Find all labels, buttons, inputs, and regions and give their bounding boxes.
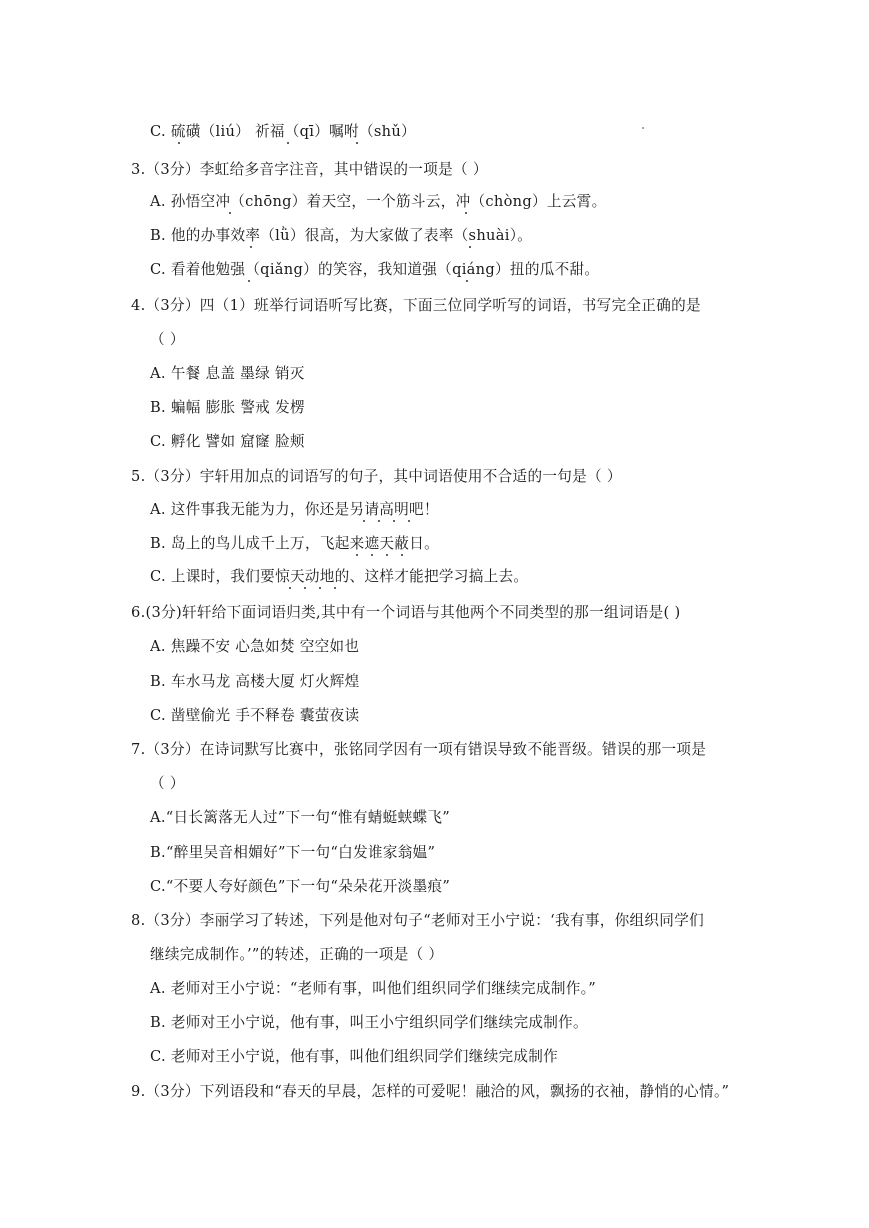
option-line: A. 焦躁不安 心急如焚 空空如也: [150, 638, 360, 655]
emphasis-dot: [401, 554, 403, 556]
option-line: C. 孵化 譬如 窟窿 脸颊: [150, 433, 305, 450]
option-line: B. 蝙幅 膨胀 警戒 发楞: [150, 399, 305, 416]
question-3-stem: 3.（3分）李虹给多音字注音，其中错误的一项是（ ）: [131, 161, 488, 178]
emphasis-dot: [319, 587, 321, 589]
question-7-answer-brackets: （ ）: [150, 775, 185, 792]
emphasis-dot: [229, 212, 231, 214]
option-line: B. 老师对王小宁说，他有事，叫王小宁组织同学们继续完成制作。: [150, 1014, 588, 1031]
emphasis-dot: [408, 520, 410, 522]
emphasis-dot: [287, 142, 289, 144]
option-line: B. 车水马龙 高楼大厦 灯火辉煌: [150, 673, 360, 690]
emphasis-dot: [356, 142, 358, 144]
scan-speck: [642, 127, 644, 129]
question-8-stem-continued: 继续完成制作。’”的转述，正确的一项是（ ）: [150, 946, 444, 963]
emphasis-dot: [371, 554, 373, 556]
option-line: C. 硫磺（liú） 祈福（qī）嘱咐（shǔ）: [150, 123, 416, 140]
option-line: A.“日长篱落无人过”下一句“惟有蜻蜓蛱蝶飞”: [150, 809, 451, 826]
option-line: C.“不要人夸好颜色”下一句“朵朵花开淡墨痕”: [150, 878, 451, 895]
emphasis-dot: [304, 587, 306, 589]
question-9-stem: 9.（3分）下列语段和“春天的早晨，怎样的可爱呢！融洽的风，飘扬的衣袖，静悄的心情。”: [131, 1083, 730, 1100]
emphasis-dot: [248, 280, 250, 282]
emphasis-dot: [466, 280, 468, 282]
emphasis-dot: [250, 246, 252, 248]
option-line: B. 岛上的鸟儿成千上万，飞起来遮天蔽日。: [150, 535, 439, 552]
emphasis-dot: [386, 554, 388, 556]
option-line: C. 老师对王小宁说，他有事，叫他们组织同学们继续完成制作: [150, 1048, 559, 1065]
emphasis-dot: [469, 246, 471, 248]
option-line: C. 凿壁偷光 手不释卷 囊萤夜读: [150, 707, 360, 724]
emphasis-dot: [363, 520, 365, 522]
emphasis-dot: [178, 142, 180, 144]
question-4-stem: 4.（3分）四（1）班举行词语听写比赛，下面三位同学听写的词语，书写完全正确的是: [131, 297, 701, 314]
emphasis-dot: [393, 520, 395, 522]
question-6-stem: 6.(3分)轩轩给下面词语归类,其中有一个词语与其他两个不同类型的那一组词语是( ): [131, 604, 681, 621]
option-line: A. 午餐 息盖 墨绿 销灭: [150, 365, 305, 382]
emphasis-dot: [334, 587, 336, 589]
option-line: A. 老师对王小宁说：“老师有事，叫他们组织同学们继续完成制作。”: [150, 980, 596, 997]
option-line: C. 上课时，我们要惊天动地的、这样才能把学习搞上去。: [150, 568, 529, 585]
question-7-stem: 7.（3分）在诗词默写比赛中，张铭同学因有一项有错误导致不能晋级。错误的那一项是: [131, 741, 707, 758]
emphasis-dot: [356, 554, 358, 556]
emphasis-dot: [465, 212, 467, 214]
option-line: B.“醉里吴音相媚好”下一句“白发谁家翁媪”: [150, 844, 436, 861]
question-4-answer-brackets: （ ）: [150, 331, 185, 348]
option-line: A. 这件事我无能为力，你还是另请高明吧！: [150, 501, 439, 518]
option-line: A. 孙悟空冲（chōng）着天空，一个筋斗云，冲（chòng）上云霄。: [150, 193, 607, 210]
emphasis-dot: [378, 520, 380, 522]
question-8-stem: 8.（3分）李丽学习了转述，下列是他对句子“老师对王小宁说：‘我有事，你组织同学们: [131, 912, 704, 929]
option-line: B. 他的办事效率（lǜ）很高，为大家做了表率（shuài）。: [150, 227, 533, 244]
option-line: C. 看着他勉强（qiǎng）的笑容，我知道强（qiáng）扭的瓜不甜。: [150, 261, 600, 278]
emphasis-dot: [289, 587, 291, 589]
question-5-stem: 5.（3分）宇轩用加点的词语写的句子，其中词语使用不合适的一句是（ ）: [131, 468, 622, 485]
